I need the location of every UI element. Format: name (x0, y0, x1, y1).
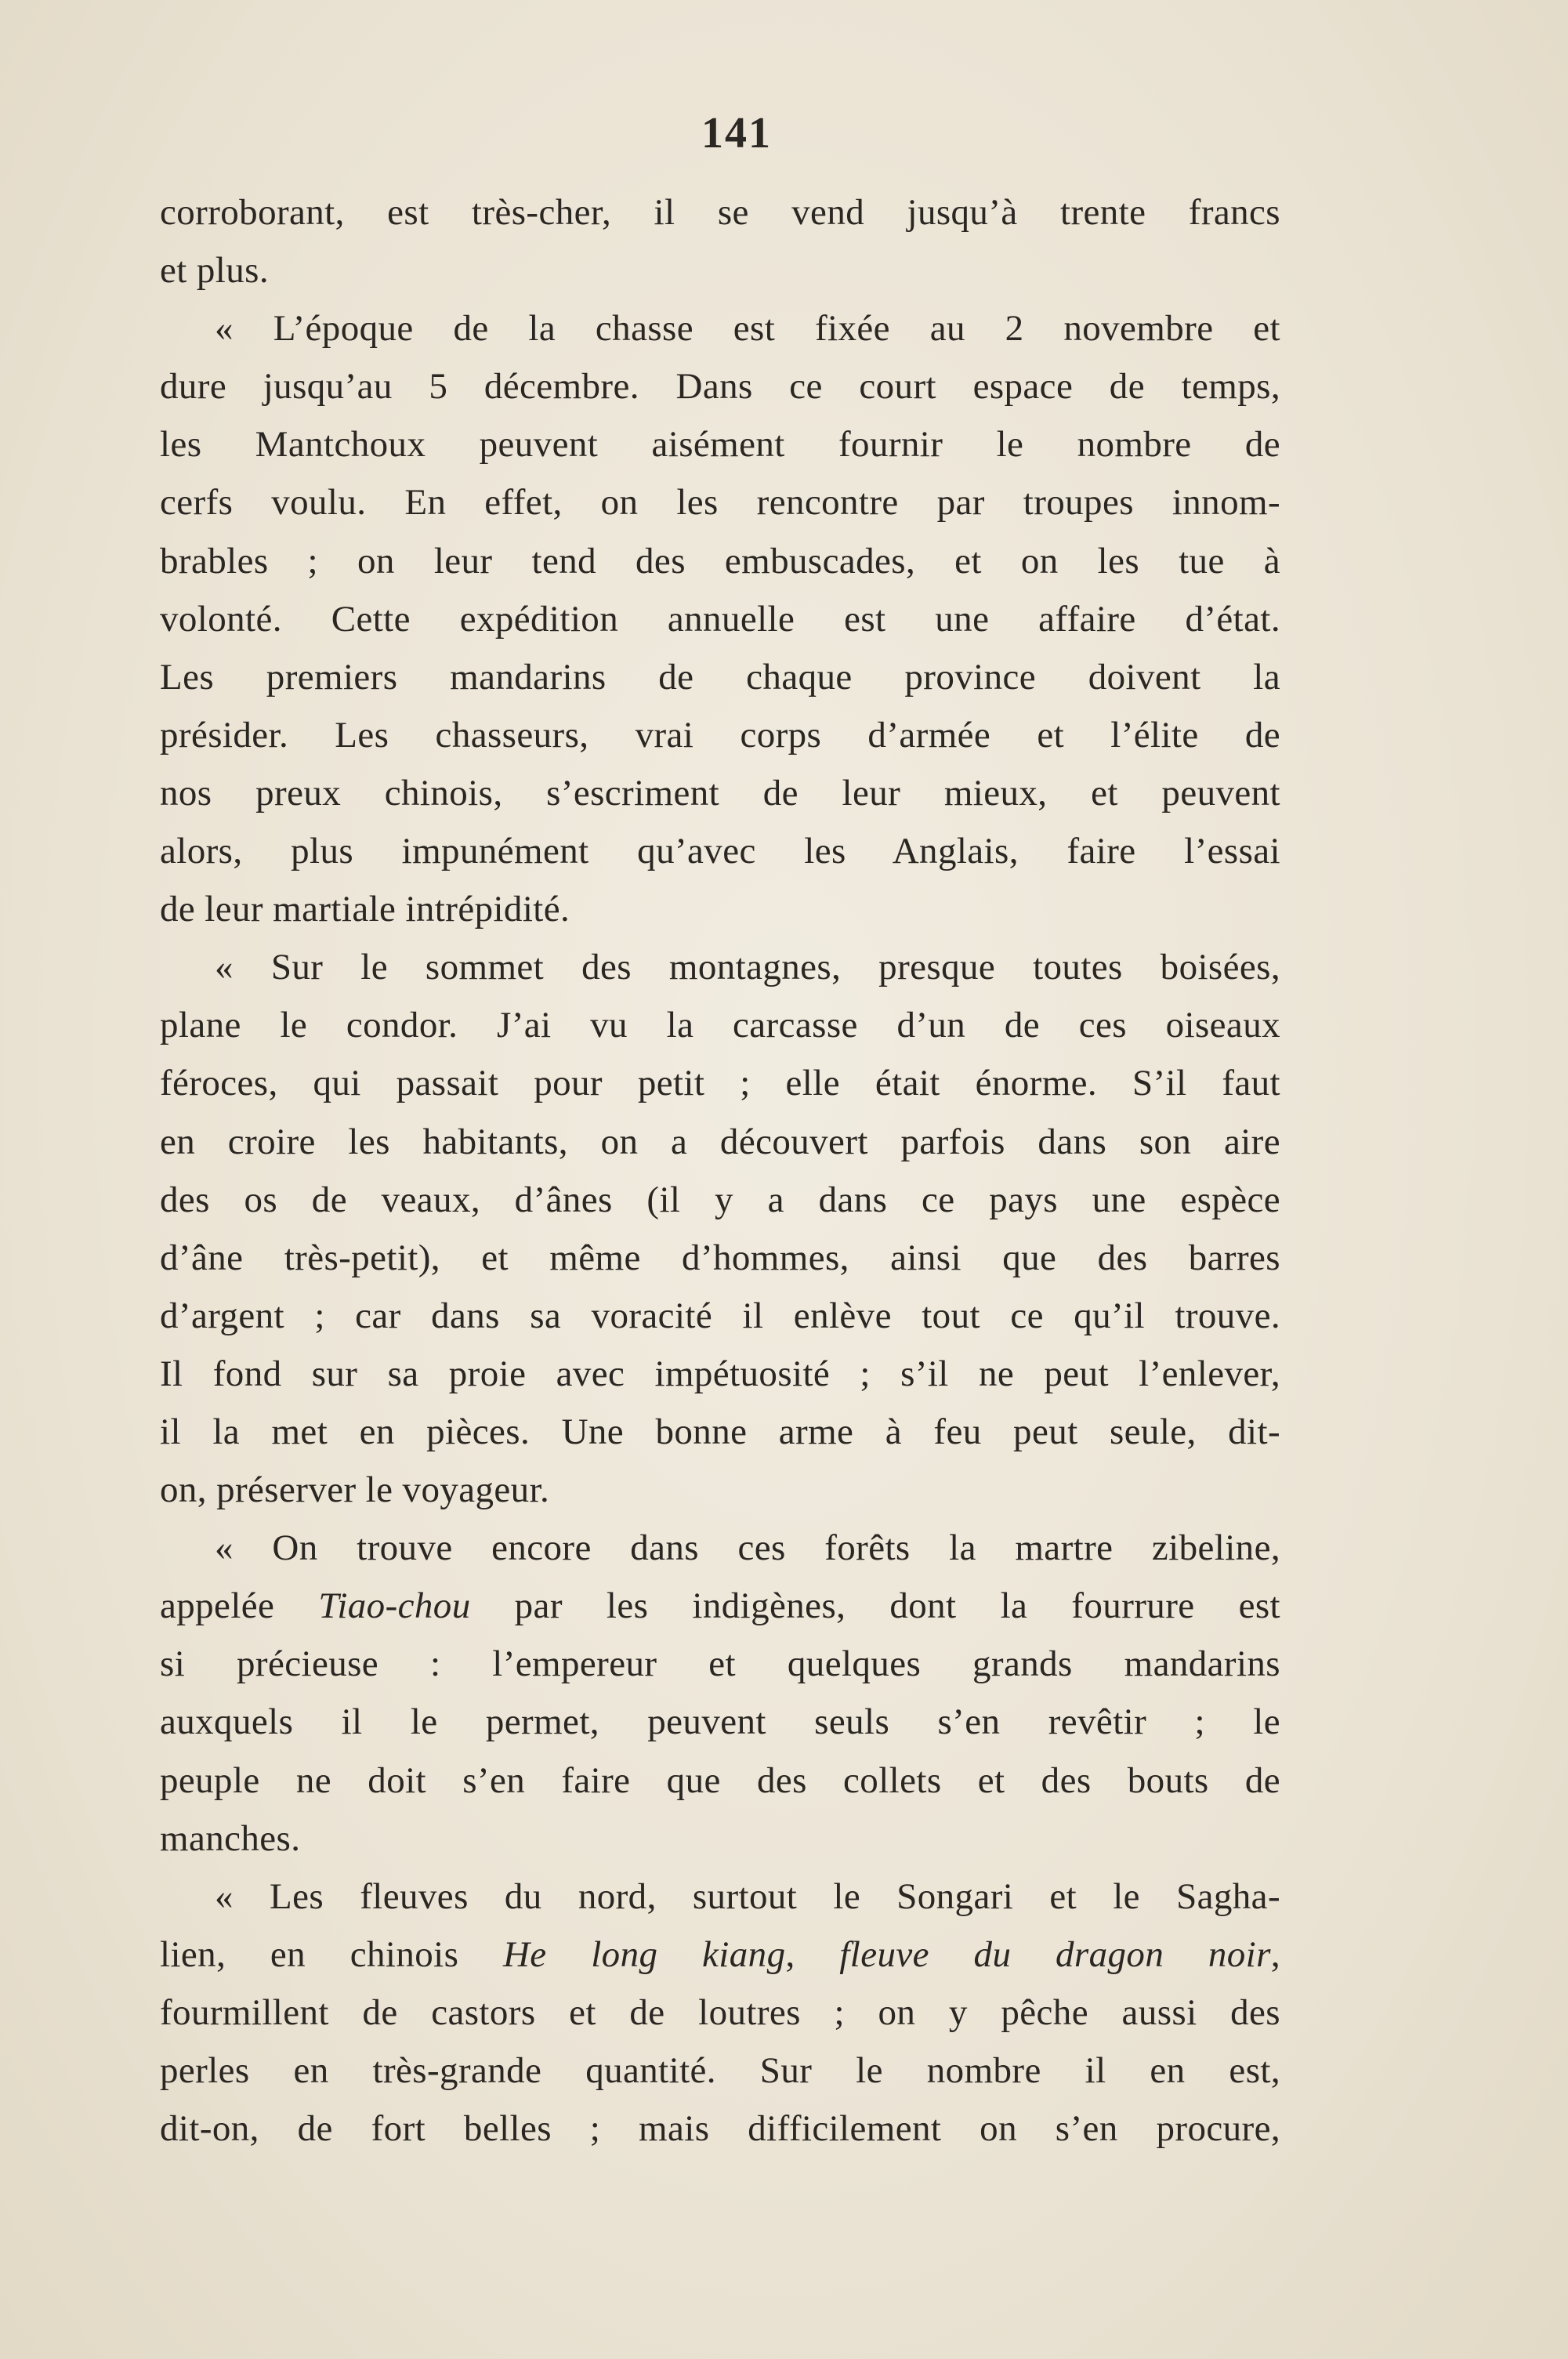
italic-term: He long kiang (502, 1933, 786, 1975)
text-line: perles en très-grande quantité. Sur le nombre il en est, (160, 2050, 1280, 2091)
text-line: d’argent ; car dans sa voracité il enlève tout ce qu’il trouve. (160, 1295, 1280, 1336)
text-line: d’âne très-petit), et même d’hommes, ainsi que des barres (160, 1237, 1280, 1278)
text-line: dit-on, de fort belles ; mais difficilement on s’en procure, (160, 2108, 1280, 2150)
paragraph-start-line: « Sur le sommet des montagnes, presque toutes boisées, (215, 947, 1280, 988)
paragraph-start-line: « L’époque de la chasse est fixée au 2 novembre et (215, 308, 1280, 350)
text-line: Il fond sur sa proie avec impétuosité ; s’il ne peut l’enlever, (160, 1353, 1280, 1394)
text-line: présider. Les chasseurs, vrai corps d’armée et l’élite de (160, 714, 1280, 756)
body-text (160, 183, 1280, 2158)
text-line-with-italic (160, 1577, 1280, 1635)
text-line: alors, plus impunément qu’avec les Anglais, faire l’essai (160, 831, 1280, 872)
text-line: auxquels il le permet, peuvent seuls s’en revêtir ; le (160, 1701, 1280, 1743)
text-line: manches. (160, 1817, 301, 1859)
text-segment: , (785, 1933, 840, 1975)
paragraph-start-line: « On trouve encore dans ces forêts la martre zibeline, (215, 1527, 1280, 1569)
text-line: si précieuse : l’empereur et quelques grands mandarins (160, 1643, 1280, 1685)
text-line: fourmillent de castors et de loutres ; on y pêche aussi des (160, 1991, 1280, 2033)
text-line: en croire les habitants, on a découvert parfois dans son aire (160, 1121, 1280, 1162)
text-line: les Mantchoux peuvent aisément fournir le nombre de (160, 424, 1280, 466)
text-line: cerfs voulu. En effet, on les rencontre par troupes innom- (160, 482, 1280, 524)
italic-term: Tiao-chou (318, 1585, 471, 1627)
text-line: féroces, qui passait pour petit ; elle était énorme. S’il faut (160, 1063, 1280, 1104)
page-number: 141 (701, 109, 772, 158)
text-line: plane le condor. J’ai vu la carcasse d’un de ces oiseaux (160, 1005, 1280, 1046)
italic-term: fleuve du dragon noir (839, 1933, 1271, 1975)
text-line: volonté. Cette expédition annuelle est une affaire d’état. (160, 598, 1280, 640)
text-line: et plus. (160, 250, 269, 292)
text-line: Les premiers mandarins de chaque province doivent la (160, 656, 1280, 698)
text-segment: lien, en chinois (160, 1933, 503, 1975)
text-line: on, préserver le voyageur. (160, 1469, 550, 1511)
text-line: peuple ne doit s’en faire que des collets et des bouts de (160, 1759, 1280, 1801)
text-line: de leur martiale intrépidité. (160, 889, 570, 930)
text-segment: par les indigènes, dont la fourrure est (470, 1585, 1280, 1627)
text-line: il la met en pièces. Une bonne arme à feu peut seule, dit- (160, 1411, 1280, 1452)
text-line: nos preux chinois, s’escriment de leur mieux, et peuvent (160, 772, 1280, 814)
text-line-with-italic (160, 1926, 1280, 1984)
text-segment: appelée (160, 1585, 319, 1627)
text-line: dure jusqu’au 5 décembre. Dans ce court espace de temps, (160, 366, 1280, 408)
text-segment: , (1270, 1933, 1280, 1975)
paragraph-start-line: « Les fleuves du nord, surtout le Songari et le Sagha- (215, 1875, 1280, 1917)
text-line: corroborant, est très-cher, il se vend jusqu’à trente francs (160, 192, 1280, 233)
text-line: des os de veaux, d’ânes (il y a dans ce pays une espèce (160, 1179, 1280, 1220)
text-line: brables ; on leur tend des embuscades, et on les tue à (160, 540, 1280, 582)
